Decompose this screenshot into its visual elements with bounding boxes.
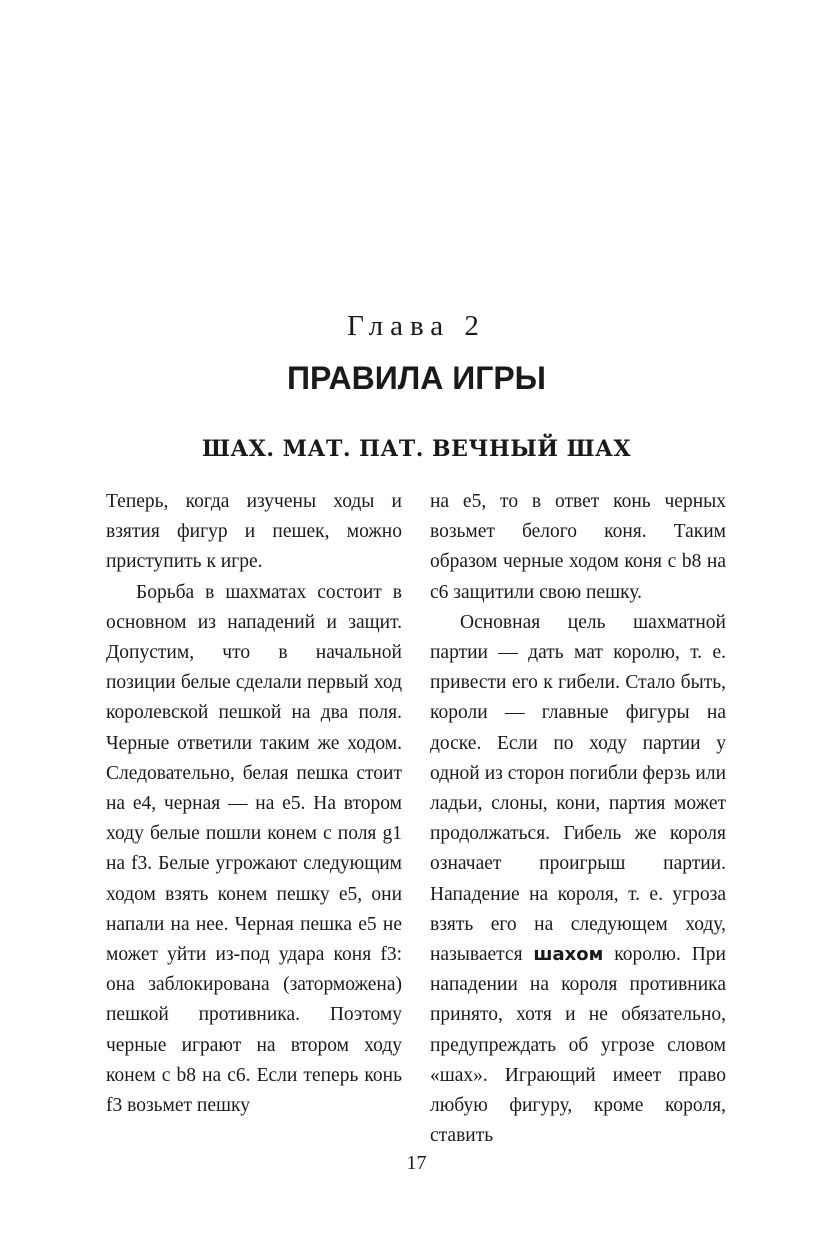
left-column — [106, 487, 402, 1121]
page-number: 17 — [406, 1152, 427, 1174]
paragraph: на е5, то в ответ конь черных возьмет белого коня. Таким образом черные ходом коня с b8 на с6 защитили свою пешку. — [430, 491, 726, 603]
right-column — [430, 487, 726, 1151]
paragraph-text: королю. При нападении на короля противника принято, хотя и не обязательно, предупреждать об угрозе словом «шах». Играющий имеет право любую фигуру, кроме короля, ставить — [430, 944, 726, 1147]
section-title: ШАХ. МАТ. ПАТ. ВЕЧНЫЙ ШАХ — [201, 436, 632, 462]
paragraph: Борьба в шахматах состоит в основном из нападений и защит. Допустим, что в начальной позиции белые сделали первый ход королевской пешкой на два поля. Черные ответили таким же ходом. Следовательно, белая пешка стоит на е4, черная — на е5. На втором ходу белые пошли конем с поля g1 на f3. Белые угрожают следующим ходом взять конем пешку е5, они напали на нее. Черная пешка е5 не может уйти из-под удара коня f3: она заблокирована (заторможена) пешкой противника. Поэтому черные играют на втором ходу конем с b8 на с6. Если теперь конь f3 возьмет пешку — [106, 581, 402, 1117]
paragraph-text: Основная цель шахматной партии — дать мат королю, т. е. привести его к гибели. Стало быть, короли — главные фигуры на доске. Если по ходу партии у одной из сторон погибли ферзь или ладьи, слоны, кони, партия может продолжаться. Гибель же короля означает проигрыш партии. Нападение на короля, т. е. угроза взять его на следующем ходу, называется — [430, 611, 726, 966]
bold-term: шахом — [533, 944, 604, 966]
chapter-label: Глава 2 — [347, 310, 486, 342]
paragraph — [430, 608, 726, 1152]
chapter-title: ПРАВИЛА ИГРЫ — [286, 360, 546, 396]
paragraph: Теперь, когда изучены ходы и взятия фигур и пешек, можно приступить к игре. — [106, 491, 402, 573]
